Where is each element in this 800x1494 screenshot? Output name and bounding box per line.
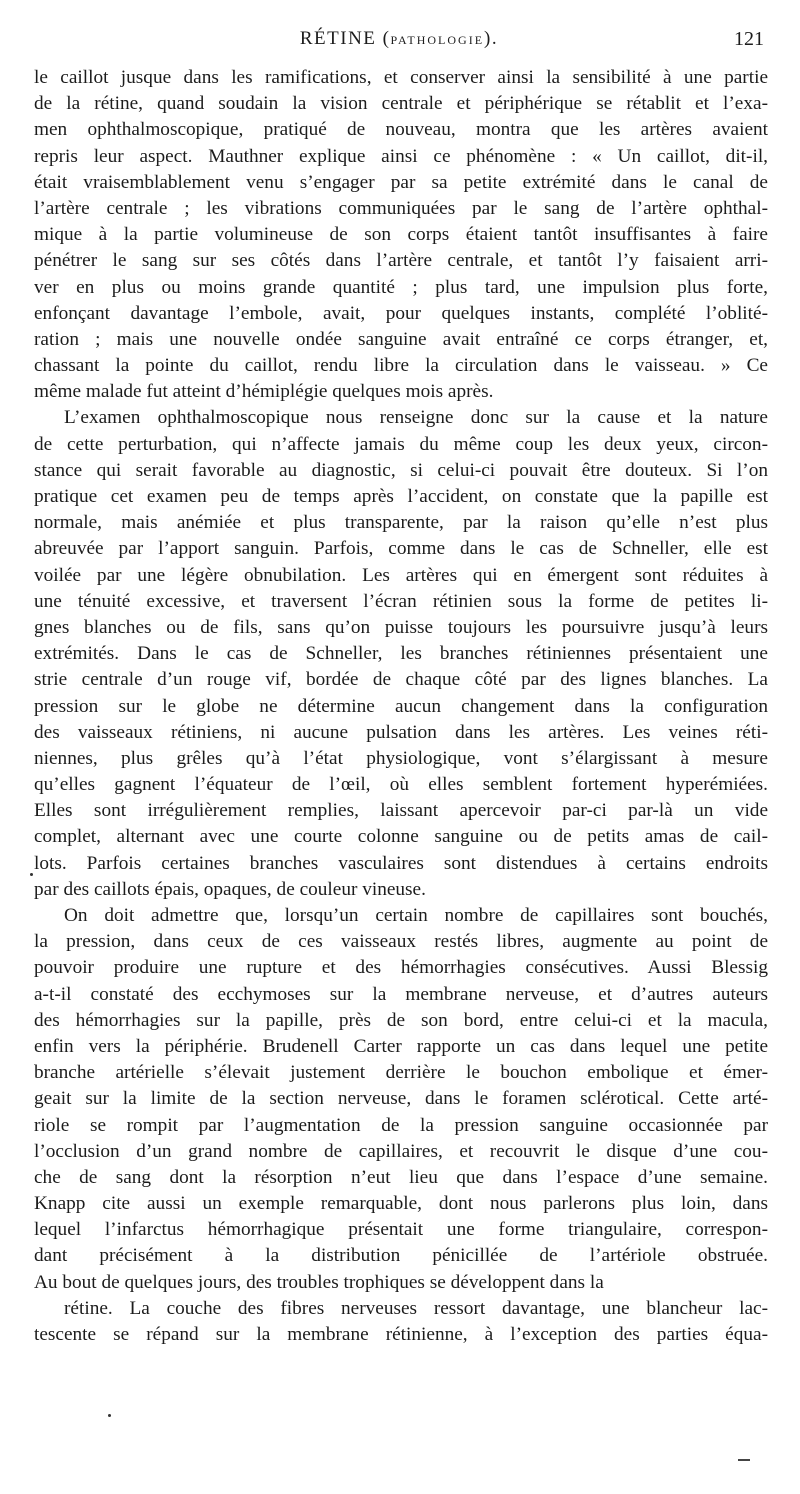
text-line: rétine. La couche des fibres nerveuses ressort davantage, une blancheur lac- [64, 1297, 768, 1319]
text-line: repris leur aspect. Mauthner explique ainsi ce phénomène : « Un caillot, dit-il, [34, 145, 768, 167]
text-line: L’examen ophthalmoscopique nous renseigne donc sur la cause et la nature [64, 407, 768, 429]
text-line: enfonçant davantage l’embole, avait, pour quelques instants, complété l’oblité- [34, 302, 768, 324]
body-text [34, 65, 768, 1348]
stray-dash-mark [738, 1459, 750, 1461]
text-line: même malade fut atteint d’hémiplégie quelques mois après. [34, 381, 494, 403]
text-line: normale, mais anémiée et plus transparente, par la raison qu’elle n’est plus [34, 512, 768, 534]
text-line: par des caillots épais, opaques, de couleur vineuse. [34, 878, 426, 900]
text-line: On doit admettre que, lorsqu’un certain nombre de capillaires sont bouchés, [64, 905, 768, 926]
text-line: le caillot jusque dans les ramifications, et conserver ainsi la sensibilité à une partie [34, 67, 768, 88]
text-line: complet, alternant avec une courte colonne sanguine ou de petits amas de cail- [34, 826, 768, 848]
text-line: niennes, plus grêles qu’à l’état physiologique, vont s’élargissant à mesure [34, 747, 768, 769]
text-line: geait sur la limite de la section nerveuse, dans le foramen sclérotical. Cette arté- [34, 1088, 768, 1110]
text-line: pouvoir produire une rupture et des hémorrhagies consécutives. Aussi Blessig [34, 957, 768, 979]
text-line: Knapp cite aussi un exemple remarquable, dont nous parlerons plus loin, dans [34, 1193, 768, 1215]
text-line: était vraisemblablement venu s’engager par sa petite extrémité dans le canal de [34, 171, 768, 193]
text-line: abreuvée par l’apport sanguin. Parfois, comme dans le cas de Schneller, elle est [34, 538, 768, 560]
text-line: ration ; mais une nouvelle ondée sanguine avait entraîné ce corps étranger, et, [34, 328, 768, 350]
text-line: pratique cet examen peu de temps après l’accident, on constate que la papille est [34, 486, 768, 507]
text-line: une ténuité excessive, et traversent l’écran rétinien sous la forme de petites li- [34, 590, 768, 612]
text-line: qu’elles gagnent l’équateur de l’œil, où elles semblent fortement hyperémiées. [34, 774, 768, 796]
text-line: stance qui serait favorable au diagnostic, si celui-ci pouvait être douteux. Si l’on [34, 459, 768, 481]
running-title-subtitle: PATHOLOGIE [390, 33, 485, 47]
running-title-end: ). [484, 28, 499, 49]
text-line: strie centrale d’un rouge vif, bordée de chaque côté par des lignes blanches. La [34, 669, 768, 691]
text-line: l’occlusion d’un grand nombre de capillaires, et recouvrit le disque d’une cou- [34, 1140, 768, 1162]
text-line: la pression, dans ceux de ces vaisseaux restés libres, augmente au point de [34, 931, 768, 953]
stray-dot-mark [108, 1414, 111, 1417]
text-line: lequel l’infarctus hémorrhagique présentait une forme triangulaire, correspon- [34, 1219, 768, 1241]
text-line: des vaisseaux rétiniens, ni aucune pulsation dans les artères. Les veines réti- [34, 721, 768, 743]
text-line: riole se rompit par l’augmentation de la pression sanguine occasionnée par [34, 1114, 768, 1136]
text-line: enfin vers la périphérie. Brudenell Carter rapporte un cas dans lequel une petite [34, 1035, 768, 1057]
text-line: pression sur le globe ne détermine aucun changement dans la configuration [34, 695, 768, 717]
text-line: extrémités. Dans le cas de Schneller, les branches rétiniennes présentaient une [34, 643, 768, 665]
text-line: l’artère centrale ; les vibrations communiquées par le sang de l’artère ophthal- [34, 197, 768, 219]
text-line: chassant la pointe du caillot, rendu libre la circulation dans le vaisseau. » Ce [34, 355, 768, 377]
text-line: ver en plus ou moins grande quantité ; plus tard, une impulsion plus forte, [34, 276, 768, 298]
text-line: gnes blanches ou de fils, sans qu’on puisse toujours les poursuivre jusqu’à leurs [34, 616, 768, 638]
text-line: de la rétine, quand soudain la vision centrale et périphérique se rétablit et l’exa- [34, 93, 768, 115]
text-line: dant précisément à la distribution pénicillée de l’artériole obstruée. [34, 1245, 768, 1267]
text-line: men ophthalmoscopique, pratiqué de nouveau, montra que les artères avaient [34, 119, 768, 141]
running-title [34, 28, 764, 50]
page-header [34, 28, 764, 58]
running-title-main: RÉTINE ( [299, 28, 391, 49]
text-line: de cette perturbation, qui n’affecte jamais du même coup les deux yeux, circon- [34, 433, 768, 455]
text-line: a-t-il constaté des ecchymoses sur la membrane nerveuse, et d’autres auteurs [34, 983, 768, 1005]
text-line: pénétrer le sang sur ses côtés dans l’artère centrale, et tantôt l’y faisaient arri- [34, 250, 768, 272]
text-line: branche artérielle s’élevait justement derrière le bouchon embolique et émer- [34, 1062, 768, 1084]
text-line: Au bout de quelques jours, des troubles trophiques se développent dans la [34, 1271, 604, 1293]
text-line: lots. Parfois certaines branches vasculaires sont distendues à certains endroits [34, 852, 768, 874]
text-line: mique à la partie volumineuse de son corps étaient tantôt insuffisantes à faire [34, 224, 768, 246]
text-line: Elles sont irrégulièrement remplies, laissant apercevoir par-ci par-là un vide [34, 800, 768, 822]
text-line: voilée par une légère obnubilation. Les artères qui en émergent sont réduites à [34, 564, 768, 586]
page-number: 121 [734, 28, 764, 50]
text-line: des hémorrhagies sur la papille, près de son bord, entre celui-ci et la macula, [34, 1009, 768, 1031]
text-line: tescente se répand sur la membrane rétinienne, à l’exception des parties équa- [34, 1324, 768, 1345]
text-line: che de sang dont la résorption n’eut lieu que dans l’espace d’une semaine. [34, 1166, 768, 1188]
margin-dot-mark [30, 873, 33, 876]
